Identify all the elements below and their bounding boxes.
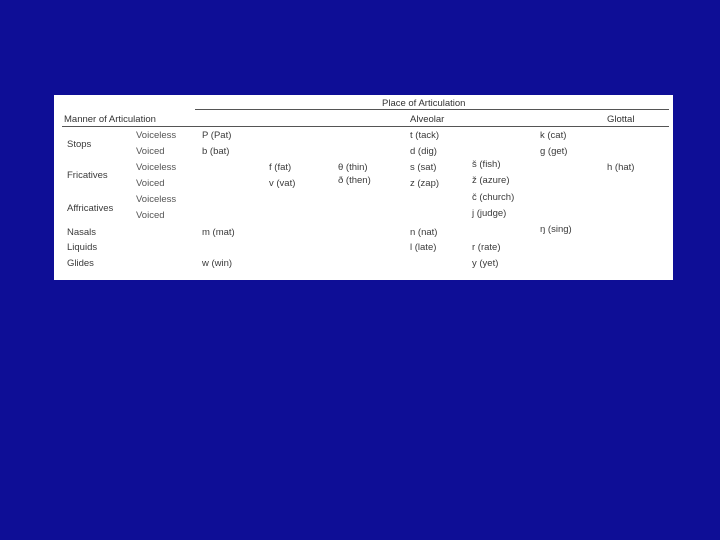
cell-eth: ð (then) [338, 175, 371, 186]
cell-h: h (hat) [607, 162, 635, 173]
cell-p: P (Pat) [202, 130, 232, 141]
alveolar-header: Alveolar [410, 114, 445, 125]
manner-fricatives: Fricatives [67, 170, 108, 181]
place-of-articulation-header: Place of Articulation [382, 98, 466, 109]
cell-j: j (judge) [472, 208, 507, 219]
manner-affricatives: Affricatives [67, 203, 114, 214]
cell-g: g (get) [540, 146, 568, 157]
cell-n: n (nat) [410, 227, 438, 238]
voicing-aff-voiceless: Voiceless [136, 194, 177, 205]
cell-l: l (late) [410, 242, 437, 253]
header-rule [195, 109, 669, 110]
cell-d: d (dig) [410, 146, 437, 157]
voicing-stops-voiced: Voiced [136, 146, 165, 157]
manner-stops: Stops [67, 139, 92, 150]
voicing-stops-voiceless: Voiceless [136, 130, 177, 141]
manner-glides: Glides [67, 258, 94, 269]
voicing-fric-voiced: Voiced [136, 178, 165, 189]
cell-ng: ŋ (sing) [540, 224, 572, 235]
cell-z: z (zap) [410, 178, 440, 189]
cell-theta: θ (thin) [338, 162, 368, 173]
cell-s: s (sat) [410, 162, 437, 173]
voicing-fric-voiceless: Voiceless [136, 162, 177, 173]
cell-r: r (rate) [472, 242, 501, 253]
cell-y: y (yet) [472, 258, 499, 269]
cell-t: t (tack) [410, 130, 440, 141]
cell-f: f (fat) [269, 162, 292, 173]
cell-v: v (vat) [269, 178, 296, 189]
cell-k: k (cat) [540, 130, 567, 141]
cell-sh: š (fish) [472, 159, 501, 170]
manner-nasals: Nasals [67, 227, 97, 238]
cell-w: w (win) [202, 258, 233, 269]
header-bottom-rule [62, 126, 669, 127]
manner-liquids: Liquids [67, 242, 98, 253]
voicing-aff-voiced: Voiced [136, 210, 165, 221]
cell-zh: ž (azure) [472, 175, 510, 186]
glottal-header: Glottal [607, 114, 635, 125]
cell-ch: č (church) [472, 192, 515, 203]
manner-of-articulation-header: Manner of Articulation [64, 114, 156, 125]
cell-b: b (bat) [202, 146, 230, 157]
articulation-table [54, 95, 673, 280]
cell-m: m (mat) [202, 227, 235, 238]
